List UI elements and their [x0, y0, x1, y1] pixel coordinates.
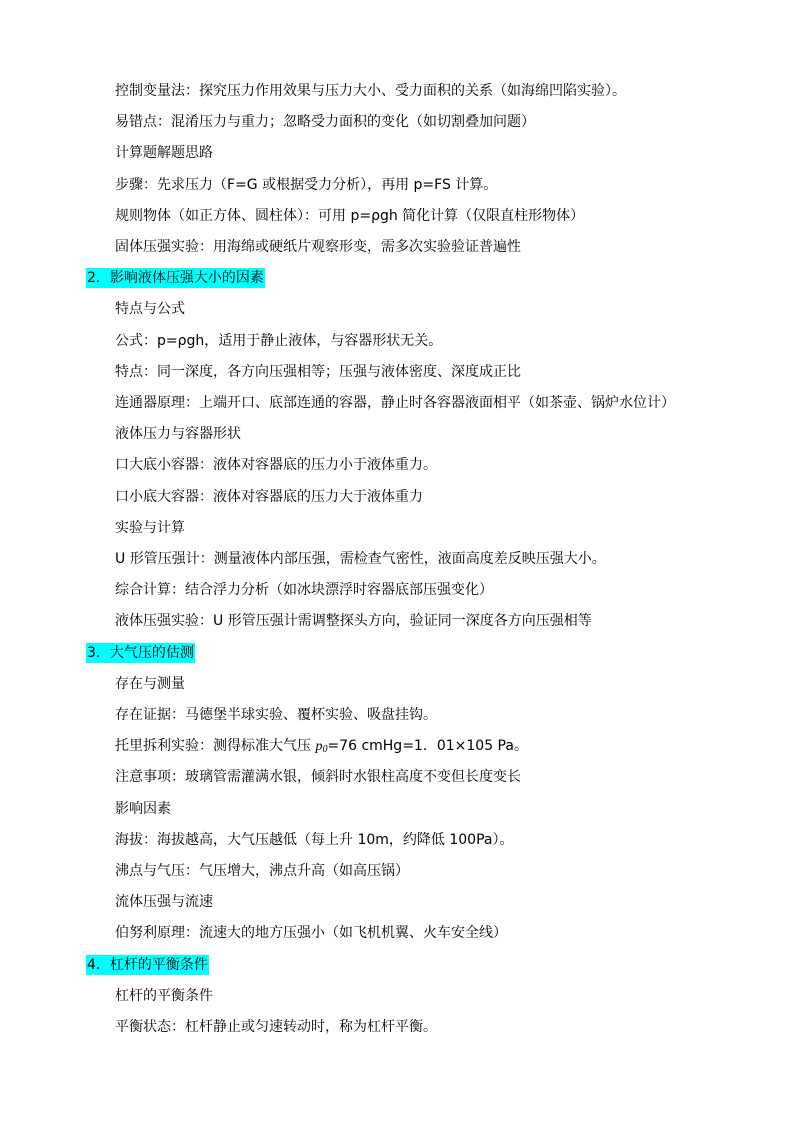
paragraph-line: 平衡状态：杠杆静止或匀速转动时，称为杠杆平衡。 [115, 1019, 437, 1035]
paragraph-line: 综合计算：结合浮力分析（如冰块漂浮时容器底部压强变化） [115, 582, 493, 599]
paragraph-line: 口小底大容器：液体对容器底的压力大于液体重力 [115, 488, 423, 505]
section-heading: 4．杠杆的平衡条件 [87, 956, 208, 973]
paragraph-line: 流体压强与流速 [115, 894, 213, 911]
pressure-symbol [315, 739, 327, 754]
paragraph-line: 海拔：海拔越高，大气压越低（每上升 10m，约降低 100Pa）。 [115, 831, 514, 848]
paragraph-line: 存在与测量 [115, 675, 185, 692]
paragraph-line: 伯努利原理：流速大的地方压强小（如飞机机翼、火车安全线） [115, 925, 507, 942]
paragraph-line: 液体压强实验：U 形管压强计需调整探头方向，验证同一深度各方向压强相等 [115, 613, 592, 630]
paragraph-line: 易错点：混淆压力与重力；忽略受力面积的变化（如切割叠加问题） [115, 114, 535, 131]
paragraph-line: 实验与计算 [115, 519, 185, 536]
pressure-symbol-letter: p [315, 739, 323, 755]
paragraph-line: U 形管压强计：测量液体内部压强，需检查气密性，液面高度差反映压强大小。 [115, 551, 606, 567]
paragraph-line: 液体压力与容器形状 [115, 426, 241, 443]
paragraph-line: 公式：p=ρgh，适用于静止液体，与容器形状无关。 [115, 332, 443, 349]
section-heading: 3．大气压的估测 [87, 644, 194, 661]
paragraph-line: 规则物体（如正方体、圆柱体）：可用 p=ρgh 简化计算（仅限直柱形物体） [115, 207, 585, 224]
paragraph-line: 特点与公式 [115, 301, 185, 318]
paragraph-line: 计算题解题思路 [115, 145, 213, 162]
pressure-symbol-subscript: 0 [322, 744, 328, 756]
section-heading: 2．影响液体压强大小的因素 [87, 270, 264, 287]
formula-prefix: 托里拆利实验：测得标准大气压 [115, 738, 316, 755]
paragraph-line: 杠杆的平衡条件 [115, 987, 213, 1004]
formula-suffix: =76 cmHg=1．01×105 Pa。 [327, 738, 528, 755]
paragraph-line: 存在证据：马德堡半球实验、覆杯实验、吸盘挂钩。 [115, 707, 437, 723]
paragraph-line: 步骤：先求压力（F=G 或根据受力分析），再用 p=FS 计算。 [115, 176, 498, 193]
paragraph-line: 特点：同一深度，各方向压强相等；压强与液体密度、深度成正比 [115, 363, 521, 380]
paragraph-line: 注意事项：玻璃管需灌满水银，倾斜时水银柱高度不变但长度变长 [115, 769, 521, 786]
paragraph-line: 控制变量法：探究压力作用效果与压力大小、受力面积的关系（如海绵凹陷实验）。 [115, 83, 626, 99]
paragraph-line: 固体压强实验：用海绵或硬纸片观察形变，需多次实验验证普遍性 [115, 239, 521, 255]
paragraph-line: 影响因素 [115, 800, 171, 817]
paragraph-line: 口大底小容器：液体对容器底的压力小于液体重力。 [115, 457, 437, 474]
paragraph-line [115, 736, 528, 756]
paragraph-line: 连通器原理：上端开口、底部连通的容器，静止时各容器液面相平（如茶壶、锅炉水位计） [115, 395, 675, 411]
paragraph-line: 沸点与气压：气压增大，沸点升高（如高压锅） [115, 863, 409, 879]
